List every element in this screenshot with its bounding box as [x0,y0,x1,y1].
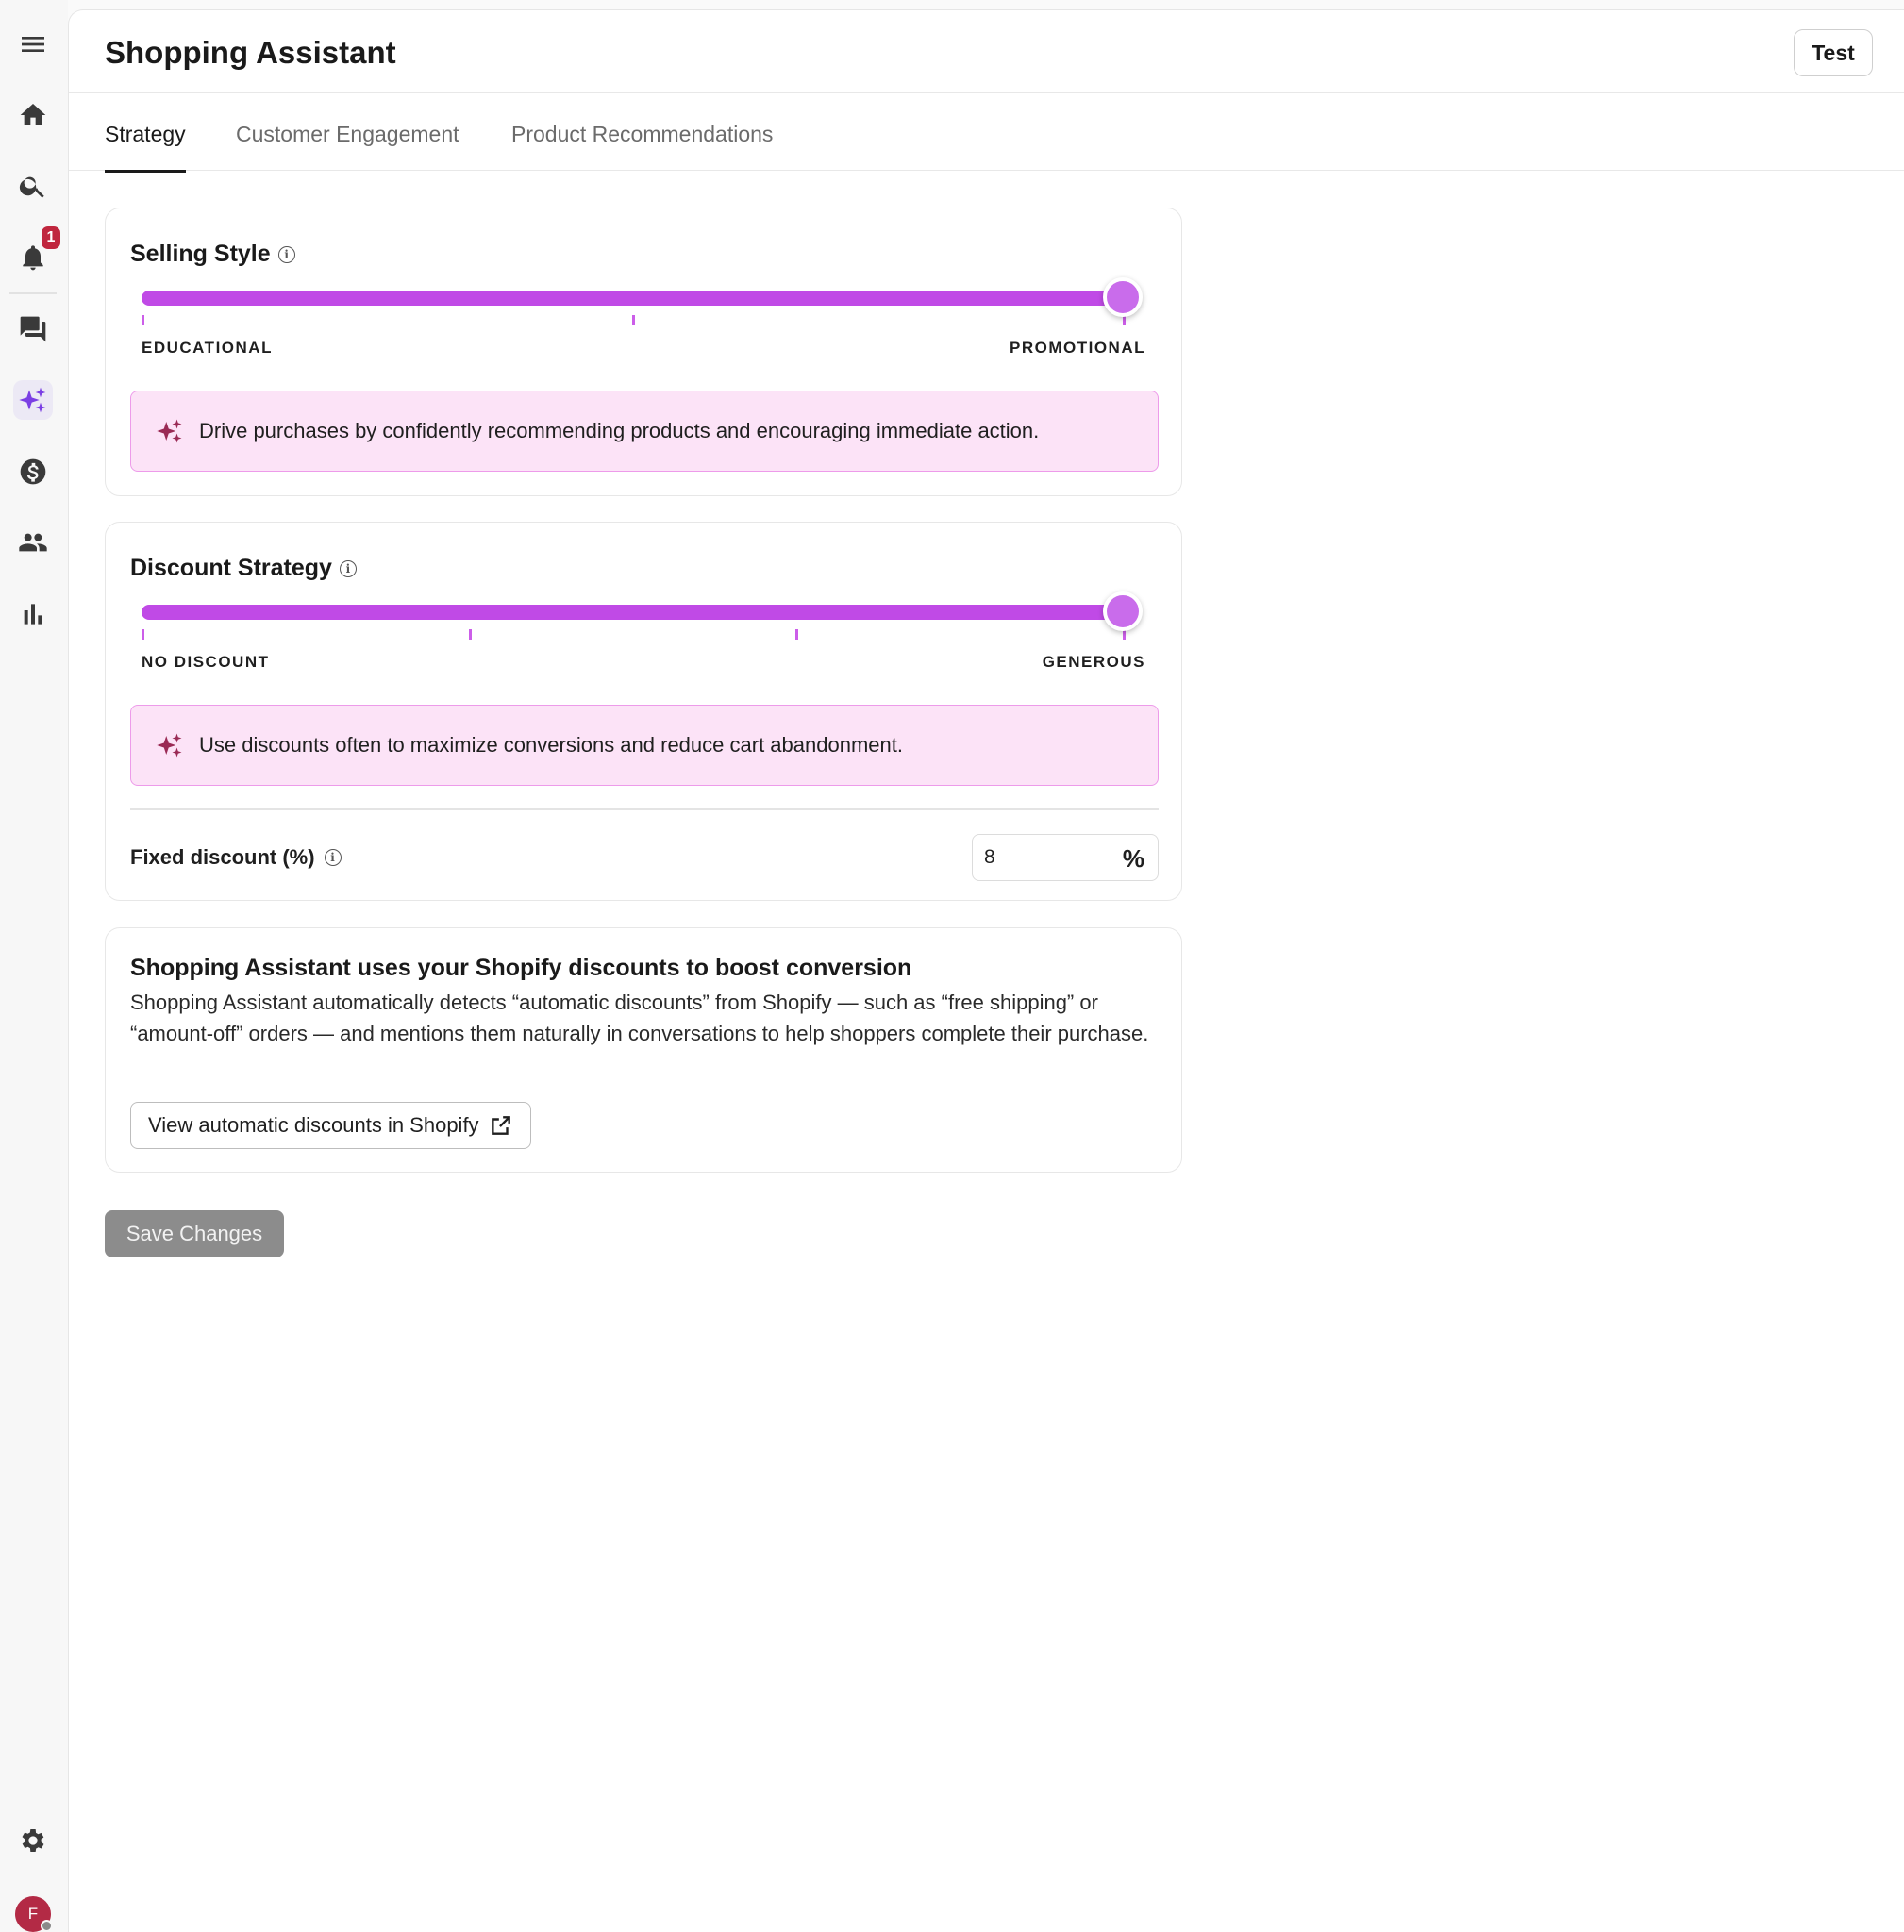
slider-track[interactable] [142,605,1123,620]
tab-product-recommendations[interactable]: Product Recommendations [511,122,774,146]
sparkle-icon[interactable] [13,380,53,420]
slider-tick [469,629,472,640]
discount-strategy-title [130,555,357,582]
bell-icon[interactable] [13,229,56,277]
discount-strategy-slider[interactable] [142,605,1145,661]
fixed-discount-input[interactable] [984,842,1116,873]
selling-style-slider[interactable] [142,291,1145,347]
selling-style-card [105,208,1182,496]
divider [130,808,1159,810]
info-icon[interactable]: i [340,560,357,577]
percent-suffix: % [1122,844,1144,873]
slider-tick [632,315,635,325]
slider-max-label: GENEROUS [1042,653,1145,671]
search-icon[interactable] [13,166,53,206]
shopify-info-title: Shopping Assistant uses your Shopify discounts to boost conversion [130,955,912,981]
fixed-discount-field[interactable] [972,834,1159,881]
slider-min-label: NO DISCOUNT [142,653,270,671]
slider-track[interactable] [142,291,1123,306]
selling-style-hint [130,391,1159,472]
slider-tick [142,315,144,325]
avatar-initial: F [27,1905,39,1923]
page-header [69,10,1904,93]
tab-strategy[interactable]: Strategy [105,122,186,173]
external-link-icon [489,1113,513,1138]
sparkle-icon [156,417,184,445]
discount-strategy-title-text: Discount Strategy [130,555,332,581]
fixed-discount-label-text: Fixed discount (%) [130,845,315,869]
slider-tick [142,629,144,640]
status-dot [41,1920,53,1932]
slider-max-label: PROMOTIONAL [1010,339,1145,357]
tab-bar [69,93,1904,171]
selling-style-title [130,241,295,268]
info-icon[interactable]: i [325,849,342,866]
sidebar [0,0,68,1932]
discount-strategy-hint [130,705,1159,786]
slider-min-label: EDUCATIONAL [142,339,273,357]
selling-style-title-text: Selling Style [130,241,271,267]
menu-icon[interactable] [13,25,53,64]
bar-chart-icon[interactable] [13,594,53,634]
notification-badge: 1 [42,226,60,249]
fixed-discount-label [130,845,342,870]
page-title: Shopping Assistant [105,35,396,70]
dollar-icon[interactable] [13,452,53,491]
slider-tick [795,629,798,640]
sidebar-divider [9,292,57,294]
hint-text: Use discounts often to maximize conversions and reduce cart abandonment. [199,733,903,757]
chat-icon[interactable] [13,309,53,349]
main-panel [68,9,1904,1932]
shopify-discounts-card [105,927,1182,1173]
sparkle-icon [156,731,184,759]
test-button[interactable]: Test [1794,29,1873,76]
shopify-info-body: Shopping Assistant automatically detects “automatic discounts” from Shopify — such as “free shipping” or “amount-off” orders — and mentions them naturally in conversations to help shoppers complete their purchase. [130,991,1149,1045]
slider-thumb[interactable] [1103,277,1143,317]
home-icon[interactable] [13,95,53,135]
hint-text: Drive purchases by confidently recommending products and encouraging immediate action. [199,419,1040,442]
tab-customer-engagement[interactable]: Customer Engagement [236,122,459,146]
gear-icon[interactable] [13,1821,53,1860]
view-shopify-discounts-button[interactable] [130,1102,531,1149]
discount-strategy-card [105,522,1182,901]
button-label: View automatic discounts in Shopify [148,1113,479,1137]
save-changes-button[interactable]: Save Changes [105,1210,284,1257]
slider-thumb[interactable] [1103,591,1143,631]
info-icon[interactable]: i [278,246,295,263]
avatar[interactable] [15,1896,51,1932]
people-icon[interactable] [13,523,53,562]
